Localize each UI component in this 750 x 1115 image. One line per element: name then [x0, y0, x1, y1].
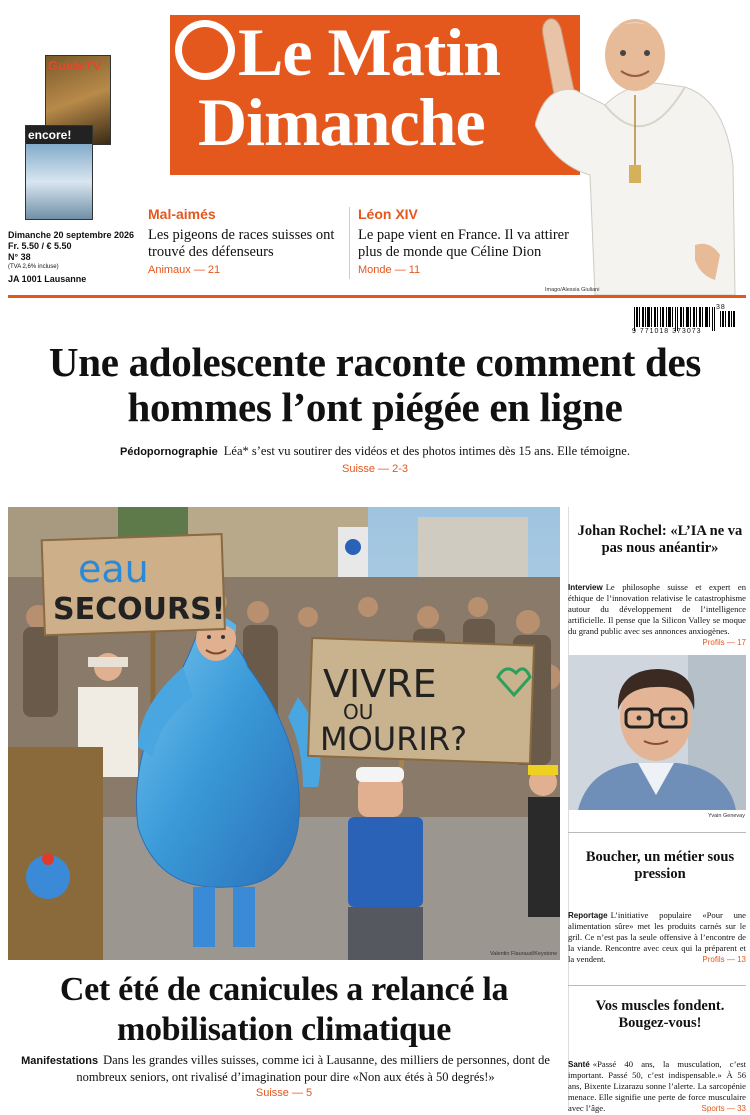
lead-kicker: Pédopornographie	[120, 446, 218, 458]
teaser-divider	[349, 207, 350, 279]
muscles-section[interactable]: Sports — 33	[701, 1104, 746, 1113]
boucher-kicker: Reportage	[568, 911, 608, 920]
edition-date: Dimanche 20 septembre 2026	[8, 230, 135, 240]
boucher-body	[568, 910, 746, 965]
portrait-credit: Yvain Genevay	[708, 813, 745, 819]
lead-section[interactable]: Suisse — 2-3	[341, 463, 409, 475]
second-section[interactable]: Suisse — 5	[255, 1087, 313, 1099]
muscles-kicker: Santé	[568, 1060, 590, 1069]
sign-eau-text: eau	[78, 547, 149, 591]
photo-credit-top: Imago/Alessia Giuliani	[545, 287, 600, 293]
barcode-digits: 9 771018 373073	[632, 328, 702, 335]
header-rule	[8, 295, 746, 298]
edition-number: N° 38	[8, 252, 31, 262]
muscles-body	[568, 1059, 746, 1114]
logo-line-2: Dimanche	[198, 84, 485, 160]
rochel-text: Le philosophe suisse et expert en éthique de l’innovation relativise le catastrophisme autour du développement de l’intelligence artificielle. Il pense que la Silicon Valley se moque du grand public avec ses annonces anxiogènes.	[568, 582, 746, 636]
lead-standfirst	[0, 444, 750, 459]
muscles-text: «Passé 40 ans, la musculation, c’est important. Passé 50, c’est indispensable.» À 56 ans, Bixente Lizarazu sonne l’alerte. La sarcopénie menace. Elle signifie une perte de force musculaire avec l’âge.	[568, 1059, 746, 1113]
boucher-section[interactable]: Profils — 13	[702, 955, 746, 964]
logo-circle-icon	[175, 20, 235, 80]
sign-mourir-text: MOURIR?	[320, 720, 468, 758]
magazine-title: GuideTV	[48, 58, 102, 73]
rochel-section[interactable]: Profils — 17	[702, 638, 746, 647]
second-standfirst	[18, 1052, 553, 1085]
teaser-section: Animaux — 21	[148, 264, 221, 276]
column-rule	[568, 985, 746, 986]
second-kicker: Manifestations	[21, 1055, 99, 1067]
climate-protest-photo[interactable]	[8, 507, 560, 960]
sign-vivre-text: VIVRE	[323, 662, 437, 706]
column-rule	[568, 832, 746, 833]
protest-scene	[8, 507, 560, 960]
lead-headline[interactable]: Une adolescente raconte comment des hommes l’ont piégée en ligne	[48, 339, 702, 430]
rochel-body	[568, 582, 746, 648]
issue-number: 38	[716, 304, 726, 311]
second-headline[interactable]: Cet été de canicules a relancé la mobilisation climatique	[59, 971, 509, 1048]
edition-price: Fr. 5.50 / € 5.50	[8, 241, 72, 251]
magazine-title: encore!	[26, 126, 92, 144]
sign-secours-text: SECOURS!	[53, 592, 226, 627]
teaser-pope[interactable]	[358, 206, 578, 276]
teaser-section: Monde — 11	[358, 264, 421, 276]
teaser-pigeons[interactable]	[148, 206, 338, 276]
rochel-portrait	[568, 655, 746, 810]
second-text: Dans les grandes villes suisses, comme ici à Lausanne, des milliers de personnes, dont de nombreux seniors, ont rivalisé d’imagination pour dire «Non aux étés à 50 degrés!»	[76, 1053, 550, 1084]
edition-info	[8, 230, 138, 285]
edition-vat: (TVA 2,6% incluse)	[8, 264, 59, 270]
barcode-number	[632, 304, 726, 335]
photo-credit: Valentin Flauraud/Keystone	[490, 951, 558, 957]
boucher-text: L’initiative populaire «Pour une alimentation sûre» met les produits carnés sur le gril. Ce n’est pas la seule offensive à l’encontre de la viande. Rencontre avec ceux qui la préparent et la vendent.	[568, 910, 746, 964]
teaser-text: Les pigeons de races suisses ont trouvé des défenseurs	[148, 227, 335, 260]
lead-text: Léa* s’est vu soutirer des vidéos et des photos intimes dès 15 ans. Elle témoigne.	[223, 444, 630, 458]
edition-postal: JA 1001 Lausanne	[8, 274, 87, 284]
muscles-headline[interactable]: Vos muscles fondent. Bougez-vous!	[595, 998, 725, 1031]
sign-ou-text: OU	[343, 700, 374, 724]
teaser-kicker: Léon XIV	[358, 206, 418, 222]
boucher-headline[interactable]: Boucher, un métier sous pression	[585, 849, 735, 882]
rochel-headline[interactable]: Johan Rochel: «L’IA ne va pas nous anéantir»	[577, 523, 743, 556]
portrait-photo	[568, 655, 746, 810]
teaser-kicker: Mal-aimés	[148, 206, 216, 222]
rochel-kicker: Interview	[568, 583, 603, 592]
encore-magazine[interactable]	[25, 125, 93, 220]
teaser-text: Le pape vient en France. Il va attirer plus de monde que Céline Dion	[358, 227, 569, 260]
logo-line-1: Le Matin	[238, 14, 501, 90]
